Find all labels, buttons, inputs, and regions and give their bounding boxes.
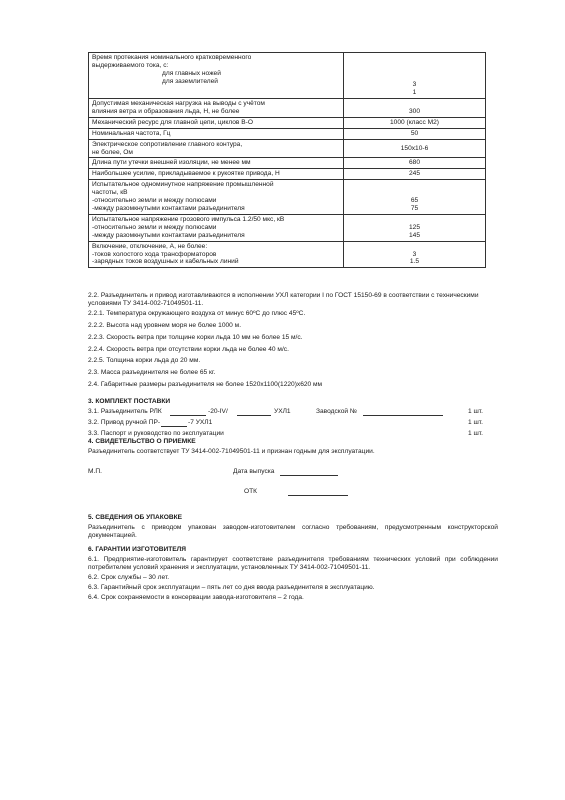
qc-signature-blank <box>288 488 348 496</box>
condition-2-2-3: 2.2.3. Скорость ветра при толщине корки льда 10 мм не более 15 м/с. <box>88 333 303 341</box>
section-4-title: 4. СВИДЕТЕЛЬСТВО О ПРИЕМКЕ <box>88 438 196 445</box>
table-row <box>89 214 486 241</box>
delivery-item-2 <box>88 419 498 430</box>
table-row <box>89 158 486 169</box>
item-1-climate: УХЛ1 <box>274 407 291 415</box>
param-text: -токов холостого хода трансформаторов <box>92 250 217 258</box>
section-5-title: 5. СВЕДЕНИЯ ОБ УПАКОВКЕ <box>88 514 183 521</box>
value-cell <box>344 241 486 268</box>
table-row <box>89 241 486 268</box>
acceptance-text: Разъединитель соответствует ТУ 3414-002-71049501-11 и признан годным для эксплуатации. <box>88 447 375 455</box>
param-cell <box>89 139 344 158</box>
param-cell: Номинальная частота, Гц <box>89 128 344 139</box>
param-cell: Наибольшее усилие, прикладываемое к рукоятке привода, Н <box>89 169 344 180</box>
section-6-title: 6. ГАРАНТИИ ИЗГОТОВИТЕЛЯ <box>88 546 187 553</box>
dimensions-2-4: 2.4. Габаритные размеры разъединителя не более 1520х1100(1220)х620 мм <box>88 381 323 389</box>
item-2-suffix: -7 УХЛ1 <box>188 418 213 426</box>
table-row <box>89 139 486 158</box>
value-text: 145 <box>408 231 420 239</box>
packaging-text: Разъединитель с приводом упакован заводом-изготовителем согласно требованиям, предусмотренным конструкторской документацией. <box>88 523 498 539</box>
value-text: 65 <box>410 197 419 205</box>
param-text: Допустимая механическая нагрузка на выводы с учётом <box>92 100 265 107</box>
param-cell <box>89 99 344 118</box>
param-text: частоты, кВ <box>92 189 128 197</box>
qc-signature <box>88 488 498 502</box>
qc-label: ОТК <box>244 487 257 495</box>
table-row <box>89 117 486 128</box>
param-text: Электрическое сопротивление главного контура, <box>92 140 243 148</box>
value-cell <box>344 214 486 241</box>
value-cell: 150x10-6 <box>344 139 486 158</box>
item-2-label: 3.2. Привод ручной ПР- <box>88 418 161 426</box>
serial-number-blank <box>363 408 443 416</box>
delivery-item-1 <box>88 408 498 419</box>
param-text: Время протекания номинального кратковременного <box>92 54 252 61</box>
condition-2-2-2: 2.2.2. Высота над уровнем моря не более 1000 м. <box>88 321 242 329</box>
param-text: -между разомкнутыми контактами разъединителя <box>92 204 245 212</box>
table-row <box>89 99 486 118</box>
blank-line <box>237 408 271 416</box>
table-row <box>89 169 486 180</box>
param-text: -между разомкнутыми контактами разъединителя <box>92 231 245 239</box>
param-text: для главных ножей <box>162 69 221 77</box>
value-cell: 300 <box>344 99 486 118</box>
param-text: Включение, отключение, А, не более: <box>92 242 208 250</box>
value-text: 1 <box>412 89 417 97</box>
value-cell: 50 <box>344 128 486 139</box>
value-cell <box>344 53 486 99</box>
item-3-qty: 1 шт. <box>468 429 483 437</box>
value-text: 1.5 <box>409 258 420 266</box>
param-text: влияния ветра и образования льда, Н, не более <box>92 107 240 115</box>
condition-2-2-4: 2.2.4. Скорость ветра при отсутствии корки льда не более 40 м/с. <box>88 345 289 353</box>
section-3-title: 3. КОМПЛЕКТ ПОСТАВКИ <box>88 398 171 405</box>
warranty-6-3: 6.3. Гарантийный срок эксплуатации – пять лет со дня ввода разъединителя в эксплуатацию. <box>88 583 375 591</box>
value-cell: 1000 (класс М2) <box>344 117 486 128</box>
value-cell: 680 <box>344 158 486 169</box>
warranty-6-4: 6.4. Срок сохраняемости в консервации завода-изготовителя – 2 года. <box>88 593 304 601</box>
section-delivery-set <box>88 398 498 441</box>
table-row <box>89 128 486 139</box>
param-text: не более, Ом <box>92 148 133 156</box>
param-text: -зарядных токов воздушных и кабельных линий <box>92 258 239 266</box>
param-text: -относительно земли и между полюсами <box>92 223 217 231</box>
warranty-6-2: 6.2. Срок службы – 30 лет. <box>88 573 170 581</box>
param-text: -относительно земли и между полюсами <box>92 197 217 205</box>
warranty-6-1: 6.1. Предприятие-изготовитель гарантирует соответствие разъединителя требованиям технических условий при соблюдении потребителем условий хранения и эксплуатации, установленных ТУ 3414-002-71049501-11. <box>88 555 498 571</box>
item-3-label: 3.3. Паспорт и руководство по эксплуатации <box>88 429 224 437</box>
condition-2-2-5: 2.2.5. Толщина корки льда до 20 мм. <box>88 357 201 365</box>
param-cell <box>89 53 344 99</box>
item-1-serial-label: Заводской № <box>316 407 357 415</box>
stamp-label: М.П. <box>88 467 102 475</box>
value-text: 3 <box>412 250 417 258</box>
release-date-blank <box>280 468 338 476</box>
blank-line <box>170 408 206 416</box>
section-warranty <box>88 546 498 601</box>
item-1-qty: 1 шт. <box>468 407 483 415</box>
section-2-continued <box>88 292 498 389</box>
param-text: для заземлителей <box>162 77 218 85</box>
acceptance-signatures <box>88 468 498 482</box>
mass-2-3: 2.3. Масса разъединителя не более 65 кг. <box>88 369 216 377</box>
item-2-qty: 1 шт. <box>468 418 483 426</box>
value-cell: 245 <box>344 169 486 180</box>
value-text: 125 <box>408 223 420 231</box>
param-cell: Длина пути утечки внешней изоляции, не менее мм <box>89 158 344 169</box>
table-row <box>89 53 486 99</box>
paragraph-2-2: 2.2. Разъединитель и привод изготавливаются в исполнении УХЛ категории I по ГОСТ 15150-69 в соответствии с техническими условиями ТУ 3414-002-71049501-11. <box>88 292 479 307</box>
release-date-label: Дата выпуска <box>233 467 275 475</box>
param-text: Испытательное одноминутное напряжение промышленной <box>92 181 274 189</box>
param-text: Испытательное напряжение грозового импульса 1.2/50 мкс, кВ <box>92 215 285 223</box>
param-cell: Механический ресурс для главной цепи, циклов В-О <box>89 117 344 128</box>
param-cell <box>89 180 344 215</box>
value-text: 3 <box>412 81 417 89</box>
value-cell <box>344 180 486 215</box>
param-text: выдерживаемого тока, с: <box>92 61 169 69</box>
item-1-voltage: -20-IV/ <box>208 407 228 415</box>
value-text: 75 <box>410 204 419 212</box>
condition-2-2-1: 2.2.1. Температура окружающего воздуха от минус 60ºС до плюс 45ºС. <box>88 309 306 317</box>
section-acceptance <box>88 438 498 502</box>
item-1-label: 3.1. Разъединитель РЛК <box>88 407 162 415</box>
section-packaging <box>88 514 498 540</box>
specifications-table <box>88 52 486 268</box>
blank-line <box>161 419 187 427</box>
param-cell <box>89 214 344 241</box>
param-cell <box>89 241 344 268</box>
table-row <box>89 180 486 215</box>
